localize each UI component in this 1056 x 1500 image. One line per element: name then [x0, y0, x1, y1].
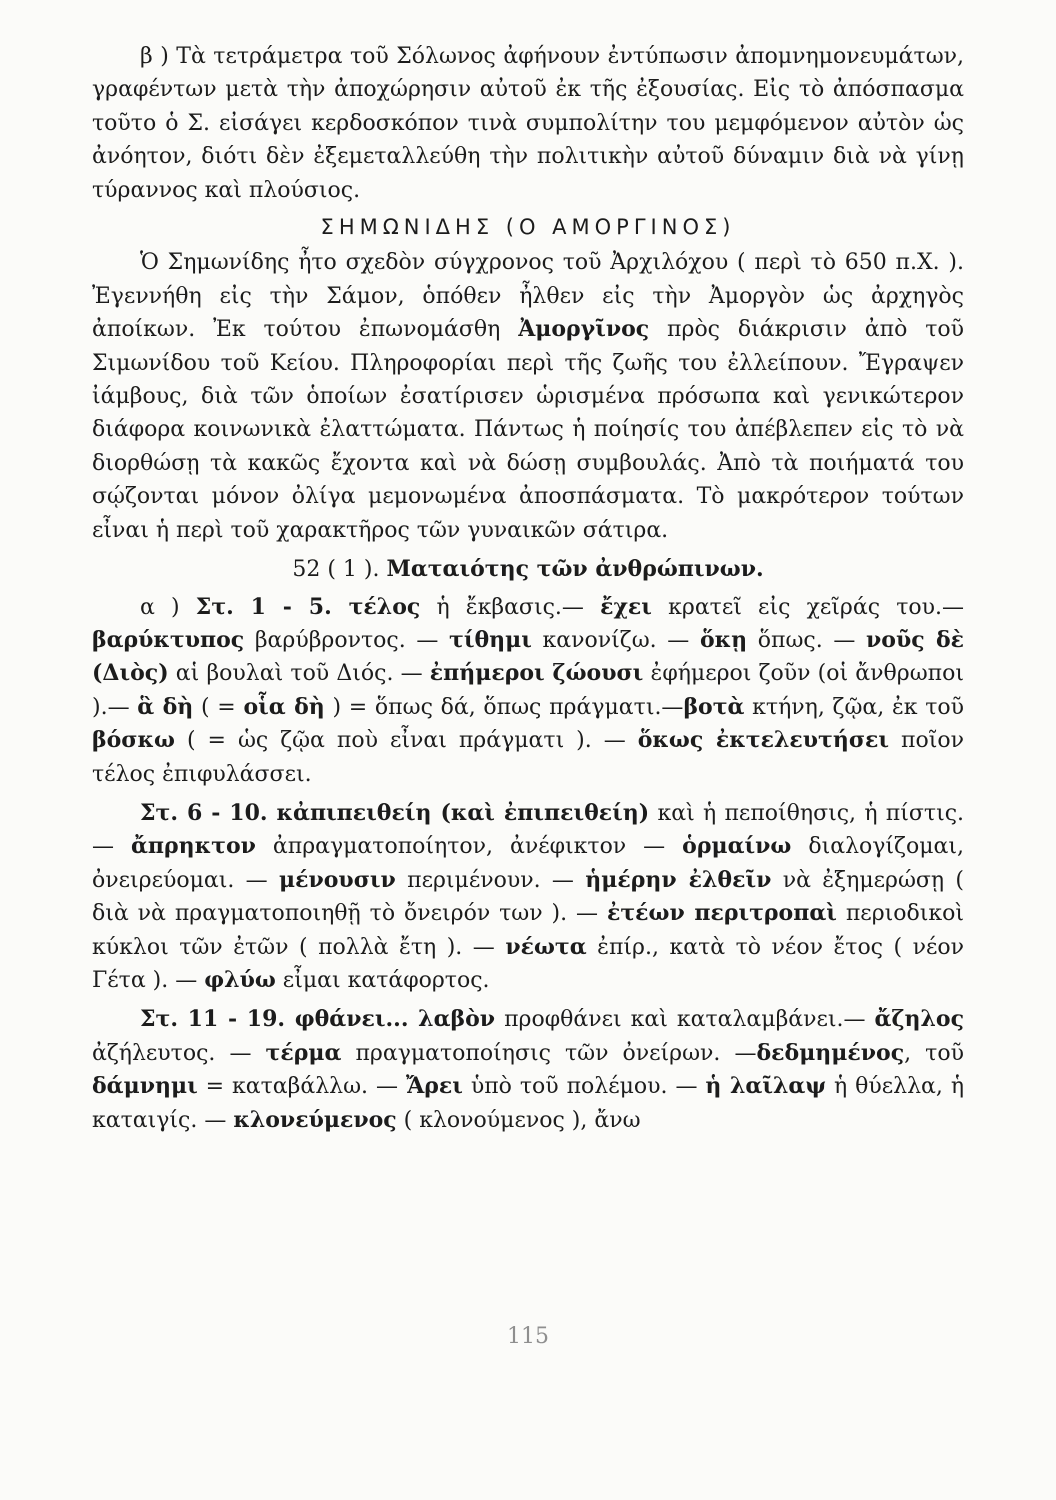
note-seg: ) = ὅπως δά, ὅπως πράγματι.—: [324, 694, 684, 720]
bio-text-1: Ὁ Σημωνίδης ἦτο σχεδὸν σύγχρονος τοῦ Ἀρχιλόχου ( περὶ τὸ 650 π.Χ. ). Ἐγεννήθη εἰς τὴν Σάμον, ὁπόθεν ἦλθεν εἰς τὴν Ἀμοργὸν ὡς ἀρχηγὸς ἀποίκων. Ἐκ τούτου ἐπωνομάσθη: [92, 250, 964, 343]
note-seg: ἃ δὴ: [137, 693, 194, 720]
note-seg: ἐφήμεροι ζοῦν (οἱ ἄνθρωποι ).—: [92, 661, 964, 720]
notes-verses-11-19: [92, 1003, 964, 1137]
note-seg: Στ. 1 - 5. τέλος: [195, 593, 421, 620]
note-seg: κρατεῖ εἰς χεῖράς του.—: [651, 594, 964, 620]
page-number: 115: [507, 1324, 549, 1349]
note-seg: ἡ θύελλα, ἡ καταιγίς. —: [92, 1074, 965, 1133]
note-seg: = καταβάλλω. —: [197, 1074, 406, 1100]
note-seg: ὅπως. —: [747, 627, 867, 653]
note-seg: ( =: [193, 694, 244, 720]
bio-bold-term: Ἀμοργῖνος: [518, 316, 650, 343]
note-seg: ( = ὡς ζῷα ποὺ εἶναι πράγματι ). —: [174, 728, 638, 754]
note-seg: ἡμέρην ἐλθεῖν: [585, 866, 772, 893]
note-seg: νέωτα: [505, 933, 587, 960]
note-seg: περιμένουν. —: [395, 867, 586, 893]
note-seg: τέρμα: [265, 1039, 342, 1066]
note-seg: εἶμαι κατάφορτος.: [275, 967, 490, 993]
note-seg: βοτὰ: [683, 693, 745, 720]
note-seg: ἔχει: [600, 593, 652, 620]
note-seg: ἡ λαῖλαψ: [705, 1073, 827, 1100]
note-seg: κτήνη, ζῷα, ἐκ τοῦ: [744, 694, 965, 720]
note-seg: ποῖον τέλος ἐπιφυλάσσει.: [92, 728, 965, 787]
note-seg: προφθάνει καὶ καταλαμβάνει.—: [495, 1007, 875, 1033]
paragraph-beta: β ) Τὰ τετράμετρα τοῦ Σόλωνος ἀφήνουν ἐντύπωσιν ἀπομνημονευμάτων, γραφέντων μετὰ τὴν ἀποχώρησιν αὐτοῦ ἐκ τῆς ἐξουσίας. Εἰς τὸ ἀπόσπασμα τοῦτο ὁ Σ. εἰσάγει κερδοσκόπον τινὰ συμπολίτην του μεμφόμενον αὐτὸν ὡς ἀνόητον, διότι δὲν ἐξεμεταλλεύθη τὴν πολιτικὴν αὐτοῦ δύναμιν διὰ νὰ γίνῃ τύραννος καὶ πλούσιος.: [92, 44, 964, 203]
note-seg: περιοδικοὶ κύκλοι τῶν ἐτῶν ( πολλὰ ἔτη ). —: [92, 901, 964, 960]
note-seg: κανονίζω. —: [531, 627, 700, 653]
note-seg: ἄζηλος: [874, 1006, 964, 1033]
note-seg: διαλογίζομαι, ὀνειρεύομαι. —: [92, 834, 964, 893]
note-seg: ὁρμαίνω: [682, 833, 792, 860]
note-seg: , τοῦ: [904, 1040, 964, 1066]
note-seg: βόσκω: [92, 727, 175, 754]
note-seg: ( κλονούμενος ), ἄνω: [396, 1107, 641, 1133]
notes-verses-6-10: [92, 797, 964, 997]
note-seg: βαρύκτυπος: [92, 626, 245, 653]
note-seg: δάμνημι: [92, 1073, 198, 1100]
section-heading: ΣΗΜΩΝΙΔΗΣ (Ο ΑΜΟΡΓΙΝΟΣ): [320, 215, 736, 240]
note-seg: ἀπραγματοποίητον, ἀνέφικτον —: [255, 834, 683, 860]
note-seg: ὅκως ἐκτελευτήσει: [637, 727, 890, 754]
poem-title: Ματαιότης τῶν ἀνθρώπινων.: [386, 556, 764, 583]
note-seg: φλύω: [204, 966, 276, 993]
note-seg: νὰ ἐξημερώσῃ ( διὰ νὰ πραγματοποιηθῇ τὸ ὄνειρόν των ). —: [92, 867, 965, 927]
note-seg: ἀζήλευτος. —: [92, 1040, 266, 1066]
note-seg: βαρύβροντος. —: [244, 627, 450, 653]
note-seg: κλονεύμενος: [233, 1106, 397, 1133]
note-seg: ὑπὸ τοῦ πολέμου. —: [462, 1074, 706, 1100]
note-seg: νοῦς δὲ (Διὸς): [92, 626, 964, 687]
note-seg: πραγματοποίησις τῶν ὀνείρων. —: [341, 1040, 757, 1066]
poem-heading: [92, 553, 964, 586]
bio-text-2: πρὸς διάκρισιν ἀπὸ τοῦ Σιμωνίδου τοῦ Κείου. Πληροφορίαι περὶ τῆς ζωῆς του ἐλλείπουν. Ἔγραψεν ἰάμβους, διὰ τῶν ὁποίων ἐσατίρισεν ὡρισμένα πρόσωπα καὶ γενικώτερον διάφορα κοινωνικὰ ἐλαττώματα. Πάντως ἡ ποίησίς του ἀπέβλεπεν εἰς τὸ νὰ διορθώσῃ τὰ κακῶς ἔχοντα καὶ νὰ δώσῃ συμβουλάς. Ἀπὸ τὰ ποιήματά του σῴζονται μόνον ὀλίγα μεμονωμένα ἀποσπάσματα. Τὸ μακρότερον τούτων εἶναι ἡ περὶ τοῦ χαρακτῆρος τῶν γυναικῶν σάτιρα.: [92, 317, 964, 543]
paragraph-biography: [92, 246, 964, 547]
note-seg: ἡ ἔκβασις.—: [420, 594, 601, 620]
note-seg: ἐπίρ., κατὰ τὸ νέον ἔτος ( νέον Γέτα ). —: [92, 934, 964, 993]
note-seg: Στ. 11 - 19. φθάνει... λαβὸν: [140, 1006, 496, 1033]
note-seg: ἐπήμεροι ζώουσι: [429, 660, 644, 687]
note-seg: δεδμημένος: [756, 1039, 905, 1066]
notes-verses-1-5: [92, 591, 964, 791]
note-seg: οἷα δὴ: [243, 693, 325, 720]
note-seg: ἐτέων περιτροπαὶ: [607, 900, 837, 927]
note-seg: μένουσιν: [279, 866, 396, 893]
note-seg: Ἄρει: [405, 1073, 463, 1100]
note-seg: ἄπρηκτον: [131, 833, 256, 860]
note-seg: αἱ βουλαὶ τοῦ Διός. —: [168, 661, 430, 687]
note-seg: ὅκῃ: [699, 626, 748, 653]
poem-number: 52 ( 1 ).: [292, 557, 380, 583]
note-seg: α ): [140, 594, 196, 620]
note-seg: Στ. 6 - 10. κἀπιπειθείη (καὶ ἐπιπειθείη): [140, 799, 650, 826]
note-seg: καὶ ἡ πεποίθησις, ἡ πίστις. —: [92, 800, 965, 860]
note-seg: τίθημι: [449, 626, 532, 653]
